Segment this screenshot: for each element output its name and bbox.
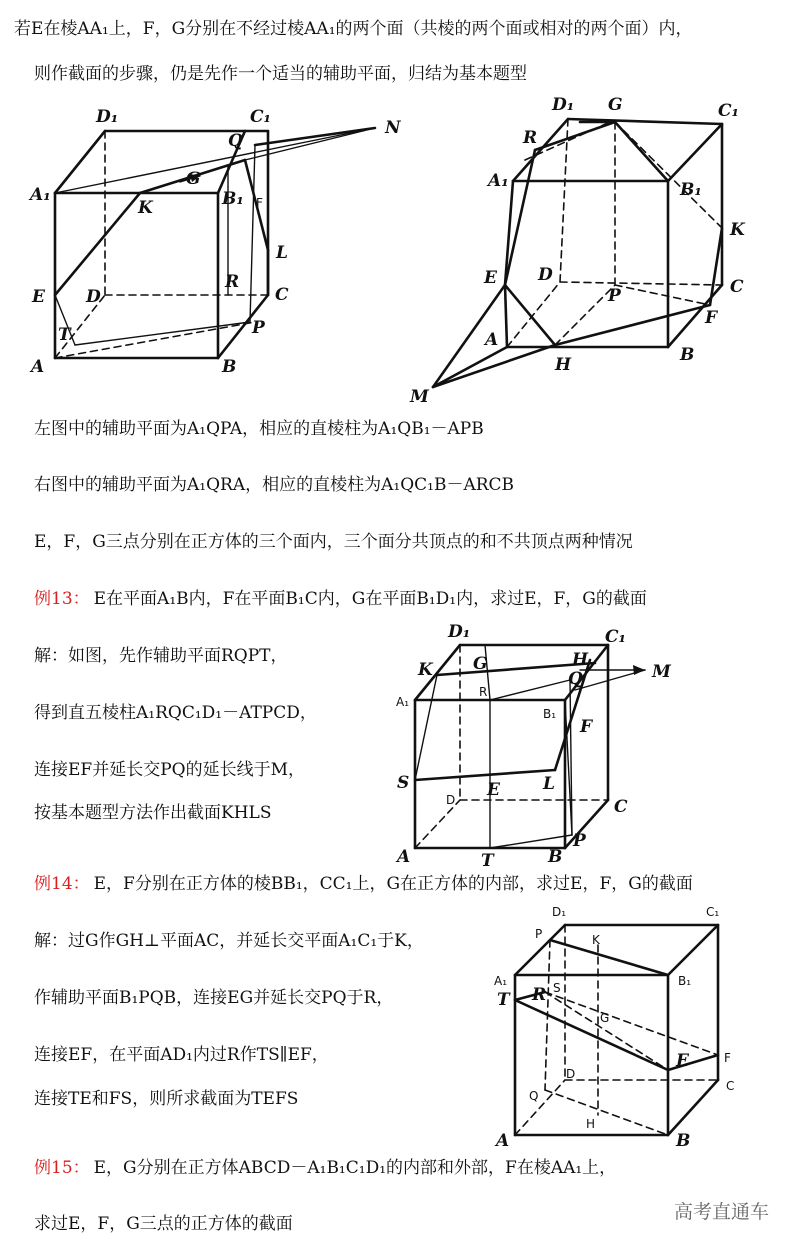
fig3-label-L: L bbox=[543, 774, 555, 794]
fig4-label-P: P bbox=[535, 927, 543, 941]
fig1-label-C: C bbox=[275, 285, 289, 305]
fig4-label-F: F bbox=[724, 1051, 731, 1065]
fig2-label-K: K bbox=[730, 220, 745, 240]
fig3-label-B: B bbox=[548, 847, 563, 867]
example-15-step-1: 求过E，F，G三点的正方体的截面 bbox=[34, 1214, 293, 1234]
fig2-label-D: D bbox=[538, 265, 553, 285]
example-15-label: 例15： bbox=[34, 1158, 90, 1178]
fig1-label-E: E bbox=[32, 287, 45, 307]
example-14-step-1: 解：过G作GH⊥平面AC，并延长交平面A₁C₁于K， bbox=[34, 931, 424, 951]
fig3-label-Q: Q bbox=[568, 669, 583, 689]
fig3-label-P: P bbox=[573, 831, 586, 851]
example-14-step-3: 连接EF，在平面AD₁内过R作TS∥EF， bbox=[34, 1045, 329, 1065]
three-faces-line: E，F，G三点分别在正方体的三个面内，三个面分共顶点的和不共顶点两种情况 bbox=[34, 532, 633, 552]
fig3-label-D: D bbox=[446, 793, 456, 807]
fig2-label-M: M bbox=[410, 387, 429, 407]
fig2-label-H: H bbox=[555, 355, 572, 375]
fig2-label-B: B bbox=[680, 345, 695, 365]
fig4-label-C: C bbox=[726, 1079, 735, 1093]
fig1-label-P: P bbox=[252, 318, 265, 338]
fig4-label-H: H bbox=[586, 1117, 596, 1131]
fig1-label-A1: A₁ bbox=[30, 185, 51, 205]
fig1-label-T: T bbox=[58, 325, 71, 345]
figure-right-cube bbox=[400, 90, 770, 410]
fig4-label-K: K bbox=[592, 933, 600, 947]
fig4-label-G: G bbox=[600, 1011, 610, 1025]
fig1-label-C1: C₁ bbox=[250, 107, 271, 127]
example-14-title bbox=[34, 873, 693, 895]
fig2-label-A: A bbox=[485, 330, 499, 350]
fig2-label-G: G bbox=[608, 95, 623, 115]
figure-example-14 bbox=[490, 900, 770, 1155]
figure-left-cube bbox=[20, 100, 420, 390]
fig1-label-A: A bbox=[31, 357, 45, 377]
fig3-label-B1: B₁ bbox=[543, 707, 557, 721]
fig2-label-C1: C₁ bbox=[718, 101, 739, 121]
fig4-label-T: T bbox=[497, 990, 510, 1010]
fig1-label-B1: B₁ bbox=[222, 189, 244, 209]
fig3-label-G: G bbox=[473, 654, 488, 674]
example-14-step-2: 作辅助平面B₁PQB，连接EG并延长交PQ于R， bbox=[34, 988, 394, 1008]
fig4-label-B1: B₁ bbox=[678, 974, 692, 988]
fig2-label-R: R bbox=[523, 128, 538, 148]
fig4-label-S: S bbox=[553, 981, 561, 995]
fig4-label-R: R bbox=[532, 985, 547, 1005]
fig3-label-K: K bbox=[418, 660, 433, 680]
aux-plane-left: 左图中的辅助平面为A₁QPA，相应的直棱柱为A₁QB₁－APB bbox=[34, 419, 484, 439]
fig1-label-R: R bbox=[225, 272, 240, 292]
example-13-step-1: 解：如图，先作辅助平面RQPT， bbox=[34, 646, 288, 666]
fig1-label-Q: Q bbox=[228, 131, 243, 151]
fig3-label-R: R bbox=[479, 685, 488, 699]
fig4-label-C1: C₁ bbox=[706, 905, 720, 919]
fig3-label-T: T bbox=[481, 851, 494, 870]
fig4-label-D: D bbox=[566, 1067, 576, 1081]
fig2-label-A1: A₁ bbox=[488, 171, 509, 191]
fig2-label-B1: B₁ bbox=[680, 180, 702, 200]
fig1-label-L: L bbox=[276, 243, 288, 263]
intro-line-2: 则作截面的步骤，仍是先作一个适当的辅助平面，归结为基本题型 bbox=[34, 64, 527, 84]
fig3-label-A1: A₁ bbox=[396, 695, 410, 709]
example-14-question: E，F分别在正方体的棱BB₁，CC₁上，G在正方体的内部，求过E，F，G的截面 bbox=[93, 874, 693, 894]
fig1-label-K: K bbox=[138, 198, 153, 218]
example-13-label: 例13： bbox=[34, 589, 90, 609]
fig2-label-F: F bbox=[705, 308, 718, 328]
example-13-step-2: 得到直五棱柱A₁RQC₁D₁－ATPCD， bbox=[34, 703, 317, 723]
fig1-label-N: N bbox=[385, 118, 401, 138]
fig3-label-S: S bbox=[397, 773, 410, 793]
fig3-label-M: M bbox=[652, 662, 671, 682]
fig3-label-E: E bbox=[487, 780, 500, 800]
fig4-label-Q: Q bbox=[529, 1089, 539, 1103]
fig2-label-E: E bbox=[484, 268, 497, 288]
fig3-label-D1: D₁ bbox=[448, 622, 471, 642]
fig2-label-D1: D₁ bbox=[552, 95, 575, 115]
fig1-label-G: G bbox=[186, 169, 201, 189]
fig3-label-C: C bbox=[614, 797, 628, 817]
fig3-label-F: F bbox=[580, 717, 593, 737]
fig4-label-D1: D₁ bbox=[552, 905, 567, 919]
fig3-label-C1: C₁ bbox=[605, 627, 626, 647]
example-13-step-4: 按基本题型方法作出截面KHLS bbox=[34, 803, 272, 823]
watermark: 高考直通车 bbox=[673, 1201, 769, 1223]
intro-line-1: 若E在棱AA₁上，F，G分别在不经过棱AA₁的两个面（共棱的两个面或相对的两个面）内， bbox=[14, 19, 693, 39]
example-15-question: E，G分别在正方体ABCD－A₁B₁C₁D₁的内部和外部，F在棱AA₁上， bbox=[93, 1158, 617, 1178]
example-13-step-3: 连接EF并延长交PQ的延长线于M， bbox=[34, 760, 305, 780]
example-14-label: 例14： bbox=[34, 874, 90, 894]
fig4-label-B: B bbox=[676, 1131, 691, 1151]
aux-plane-right: 右图中的辅助平面为A₁QRA，相应的直棱柱为A₁QC₁B－ARCB bbox=[34, 475, 515, 495]
fig4-label-E: E bbox=[676, 1051, 689, 1071]
fig2-label-P: P bbox=[608, 286, 621, 306]
example-14-step-4: 连接TE和FS，则所求截面为TEFS bbox=[34, 1089, 299, 1109]
example-13-question: E在平面A₁B内，F在平面B₁C内，G在平面B₁D₁内，求过E，F，G的截面 bbox=[93, 589, 647, 609]
fig2-label-C: C bbox=[730, 277, 744, 297]
fig1-label-F: F bbox=[256, 196, 263, 210]
example-13-title bbox=[34, 588, 647, 610]
fig3-label-A: A bbox=[397, 847, 411, 867]
fig1-label-D1: D₁ bbox=[96, 107, 119, 127]
fig4-label-A1: A₁ bbox=[494, 974, 508, 988]
figure-example-13 bbox=[390, 615, 690, 870]
fig1-label-B: B bbox=[222, 357, 237, 377]
example-15-title bbox=[34, 1157, 616, 1179]
fig1-label-D: D bbox=[86, 287, 101, 307]
fig4-label-A: A bbox=[496, 1131, 510, 1151]
fig3-label-H: H bbox=[572, 650, 589, 670]
